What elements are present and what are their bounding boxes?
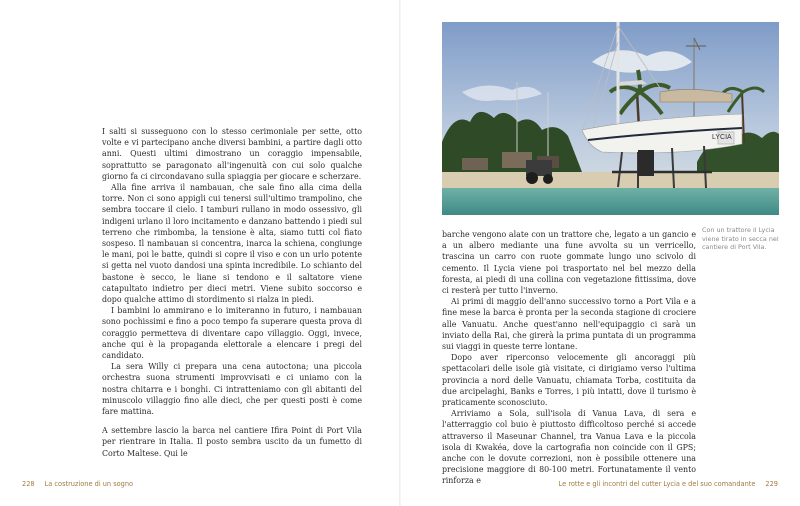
paragraph: La sera Willy ci prepara una cena autoctona; una piccola orchestra suona strumenti improvvisati e ci uniamo con la nostra chitarra e i bonghi. Ci intratteniamo con gli abitanti del minuscolo villaggio fino alle dieci, che per questi posti è come fare mattina. bbox=[102, 362, 362, 417]
photo-caption: Con un trattore il Lycia viene tirato in secca nel cantiere di Port Vila. bbox=[702, 226, 779, 252]
paragraph: Alla fine arriva il nambauan, che sale fino alla cima della torre. Non ci sono appigli cui tenersi sull'ultimo trampolino, che sembra toccare il cielo. I tamburi rullano in modo ossessivo, gli indigeni urlano il loro incitamento e danzano battendo i piedi sul terreno che rimbomba, la tensione è alta, siamo tutti col fiato sospeso. Il nambauan si concentra, inarca la schiena, congiunge le mani, poi le batte, quindi si copre il viso e con un urlo potente si getta nel vuoto dandosi una spinta incredibile. Lo schianto del bastone è secco, le liane si tendono e il saltatore viene catapultato indietro per dieci metri. Viene subito soccorso e dopo qualche attimo di stordimento si rialza in piedi. bbox=[102, 183, 362, 305]
sea bbox=[442, 188, 779, 215]
right-folio bbox=[559, 480, 778, 488]
paragraph: Arriviamo a Sola, sull'isola di Vanua Lava, di sera e l'atterraggio col buio è piuttosto difficoltoso perché si accede attraverso il Maseunar Channel, tra Vanua Lava e la piccola isola di Kwakéa, dove la cartografia non coincide con il GPS; anche con le dovute correzioni, non è possibile ottenere una precisione maggiore di 80-100 metri. Fortunatamente il vento rinforza e bbox=[442, 409, 696, 486]
running-title: Le rotte e gli incontri del cutter Lycia e del suo comandante bbox=[558, 480, 756, 488]
left-folio bbox=[22, 480, 133, 488]
paragraph: barche vengono alate con un trattore che, legato a un gancio e a un albero mediante una fune avvolta su un verricello, trascina un carro con ruote gommate lungo uno scivolo di cemento. Il Lycia viene poi trasportato nel bel mezzo della foresta, ai piedi di una collina con vegetazione fittissima, dove ci resterà per tutto l'inverno. bbox=[442, 230, 696, 296]
page-number: 228 bbox=[22, 480, 35, 488]
book-gutter bbox=[399, 0, 401, 506]
paragraph: Ai primi di maggio dell'anno successivo torno a Port Vila e a fine mese la barca è pronta per la seconda stagione di crociere alle Vanuatu. Anche quest'anno nell'equipaggio ci sarà un inviato della Rai, che girerà la prima puntata di un programma sui viaggi in queste terre lontane. bbox=[442, 297, 696, 352]
boat-name-label: LYCIA bbox=[712, 134, 732, 141]
running-title: La costruzione di un sogno bbox=[44, 480, 134, 488]
paragraph: Dopo aver riperconso velocemente gli ancoraggi più spettacolari delle isole già visitate, ci dirigiamo verso l'ultima provincia a nord delle Vanuatu, chiamata Torba, costituita da due arcipelaghi, Banks e Torres, i più intatti, dove il turismo è praticamente sconosciuto. bbox=[442, 353, 696, 408]
paragraph: I bambini lo ammirano e lo imiteranno in futuro, i nambauan sono pochissimi e fino a poco tempo fa superare questa prova di coraggio permetteva di diventare capo villaggio. Oggi, invece, anche qui è la propaganda elettorale a elencare i pregi del candidato. bbox=[102, 306, 362, 361]
left-body-text bbox=[102, 126, 362, 459]
right-body-text bbox=[442, 229, 696, 487]
page-number: 229 bbox=[765, 480, 778, 488]
paragraph: A settembre lascio la barca nel cantiere Ifira Point di Port Vila per rientrare in Italia. Il posto sembra uscito da un fumetto di Corto Maltese. Qui le bbox=[102, 426, 362, 458]
boat-photo bbox=[442, 22, 779, 215]
paragraph: I salti si susseguono con lo stesso cerimoniale per sette, otto volte e vi partecipano anche diversi bambini, a partire dagli otto anni. Questi ultimi dimostrano un coraggio impensabile, soprattutto se paragonato all'ingenuità con cui solo qualche giorno fa ci circondavano sulla spiaggia per giocare e scherzare. bbox=[102, 127, 362, 181]
